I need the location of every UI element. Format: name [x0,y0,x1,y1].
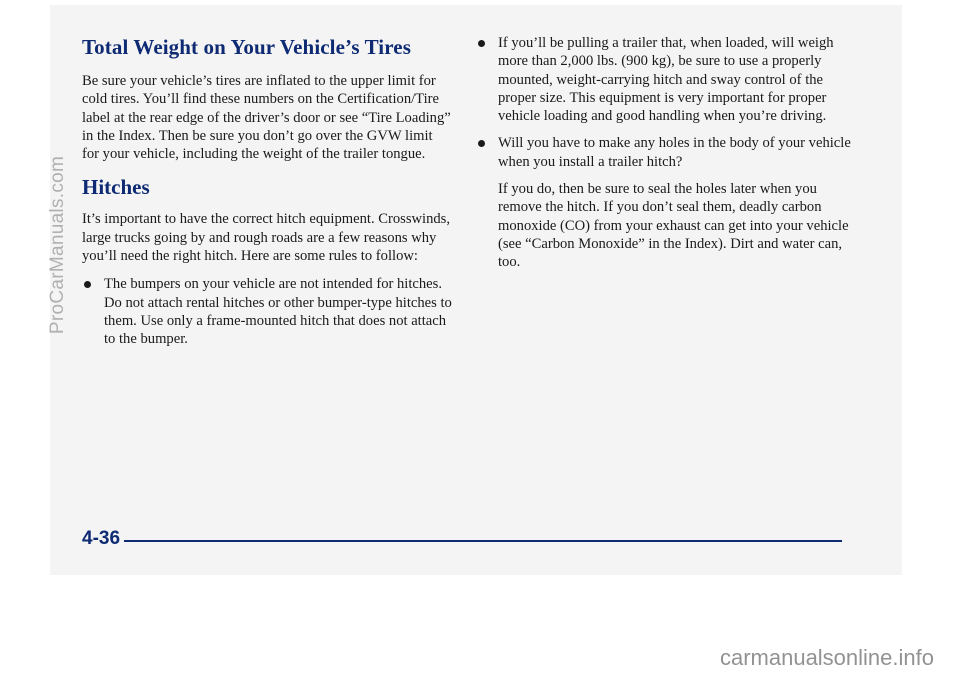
hitches-paragraph: It’s important to have the correct hitch equipment. Crosswinds, large trucks going by and rough roads are a few reasons why you’ll need the right hitch. Here are some rules to follow: [82,211,451,265]
bullet-text: The bumpers on your vehicle are not intended for hitches. Do not attach rental hitches or other bumper-type hitches to them. Use only a frame-mounted hitch that does not attach to the bumper. [104,276,452,348]
list-item [476,34,856,125]
total-weight-paragraph: Be sure your vehicle’s tires are inflated to the upper limit for cold tires. You’ll find these numbers on the Certification/Tire label at the rear edge of the driver’s door or see “Tire Loading” in the Index. Then be sure you don’t go over the GVW limit for your vehicle, including the weight of the trailer tongue. [82,73,451,163]
list-item [476,134,856,171]
heading-hitches: Hitches [82,175,150,200]
list-item [82,275,452,348]
right-column [476,34,856,272]
bottom-watermark: carmanualsonline.info [719,645,934,670]
bullet-text: Will you have to make any holes in the body of your vehicle when you install a trailer hitch? [498,135,851,170]
bullet-text: If you’ll be pulling a trailer that, when loaded, will weigh more than 2,000 lbs. (900 kg), be sure to use a properly mounted, weight-carrying hitch and sway control of the proper size. This equipment is very important for proper vehicle loading and good handling when you’re driving. [498,35,834,125]
left-column [82,35,452,349]
heading-total-weight: Total Weight on Your Vehicle’s Tires [82,35,411,59]
page-footer [82,528,842,552]
bullet-icon [478,40,485,47]
bullet-icon [478,140,485,147]
bullet-icon [84,281,91,288]
footer-rule [124,540,842,542]
side-watermark: ProCarManuals.com [47,155,68,335]
page-number: 4-36 [82,528,121,549]
seal-holes-paragraph: If you do, then be sure to seal the holes later when you remove the hitch. If you don’t seal them, deadly carbon monoxide (CO) from your exhaust can get into your vehicle (see “Carbon Monoxide” in the Index). Dirt and water can, too. [498,181,849,271]
